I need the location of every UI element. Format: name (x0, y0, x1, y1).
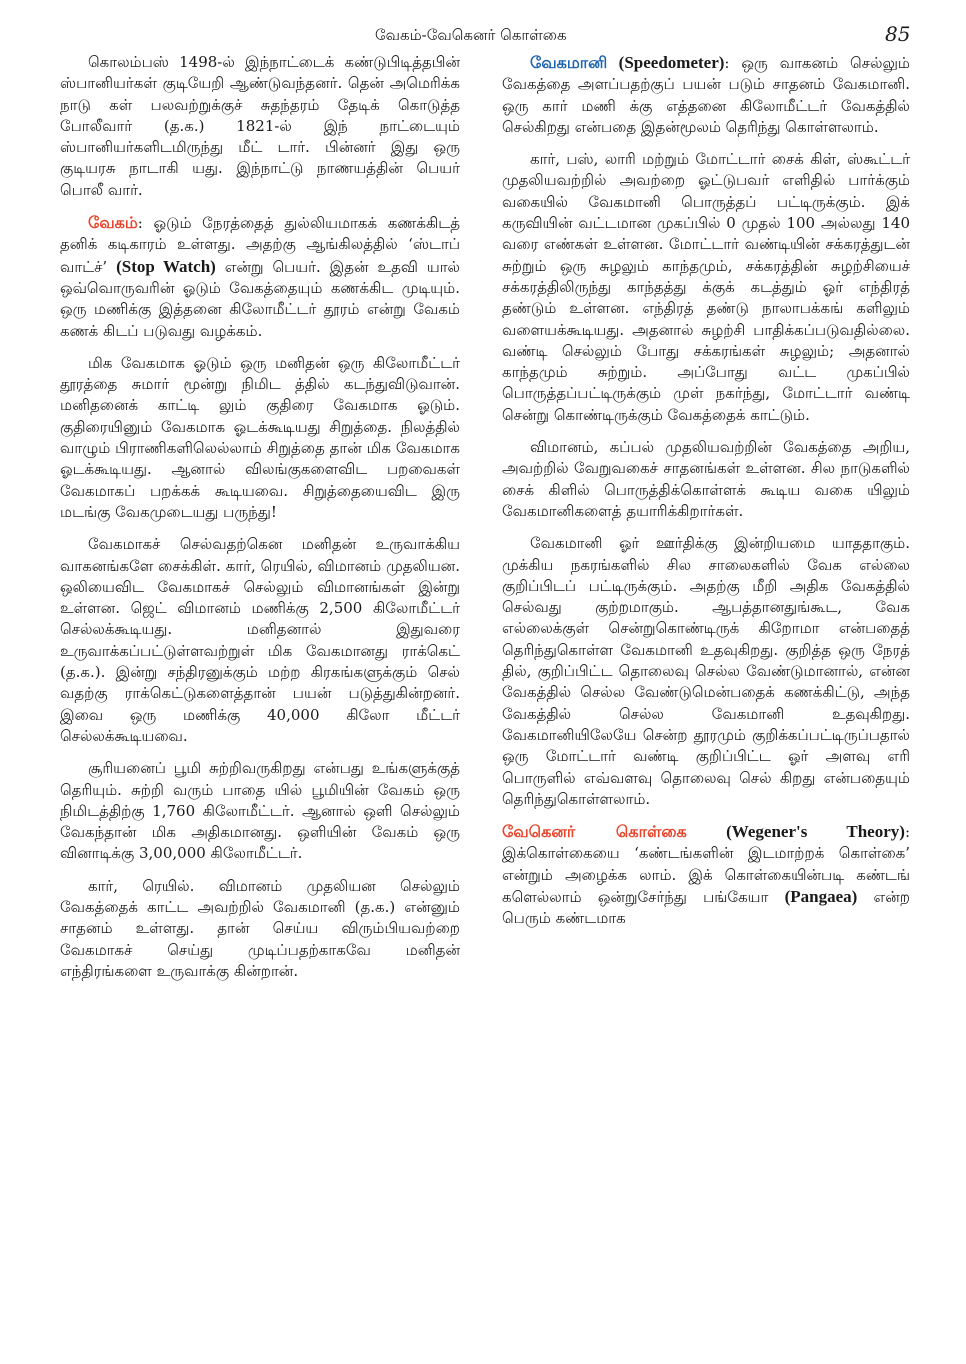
speed-text-part2: என்று பெயர். இதன் உதவி யால் ஒவ்வொருவரின் ஓடும் வேகத்தையும் கணக்கிட முடியும். ஒரு மணிக்கு இத்தனை கிலோமீட்டர் தூரம் என்று வேகம் கணக் கிடப் படுவது வழக்கம். (60, 257, 461, 340)
paragraph-fast-animals: மிக வேகமாக ஓடும் ஒரு மனிதன் ஒரு கிலோமீட்டர் தூரத்தை சுமார் மூன்று நிமிட த்தில் கடந்துவிடுவான். மனிதனைக் காட்டி லும் குதிரை வேகமாக ஓடும். குதிரையினும் வேகமாக ஓடக்கூடியது சிறுத்தை. நிலத்தில் வாழும் பிராணிகளிலெல்லாம் சிறுத்தை தான் மிக வேகமாக ஓடக்கூடியது. ஆனால் விலங்குகளைவிட பறவைகள் வேகமாகப் பறக்கக் கூடியவை. சிறுத்தையைவிட இரு மடங்கு வேகமுடையது பருந்து! (60, 353, 460, 521)
wegener-english: (Wegener's Theory) (686, 822, 905, 842)
running-title: வேகம்-வேகெனர் கொள்கை (375, 26, 567, 44)
term-speed-heading: வேகம் (88, 213, 138, 233)
paragraph-speedometer-importance: வேகமானி ஓர் ஊர்திக்கு இன்றியமை யாததாகும். முக்கிய நகரங்களில் சில சாலைகளில் வேக எல்லை குறிப்பிடப் பட்டிருக்கும். அதற்கு மீறி அதிக வேகத்தில் செல்வது குற்றமாகும். ஆபத்தானதுங்கூட, வேக எல்லைக்குள் சென்றுகொண்டிருக் கிறோமா என்பதைத் தெரிந்துகொள்ள வேகமானி உதவுகிறது. குறித்த ஒரு நேரத் தில், குறிப்பிட்ட தொலைவு செல்ல வேண்டுமானால், என்ன வேகத்தில் செல்ல வேண்டுமென்பதைக் கணக்கிட்டு, அந்த வேகத்தில் செல்ல வேகமானி உதவுகிறது. வேகமானியிலேயே சென்ற தூரமும் குறிக்கப்பட்டிருப்பதால் ஒரு மோட்டார் வண்டி குறிப்பிட்ட ஓர் அளவு எரி பொருளில் எவ்வளவு தொலைவு செல் கிறது என்பதையும் தெரிந்துகொள்ளலாம். (502, 534, 910, 808)
term-speedometer-heading: வேகமானி (530, 53, 608, 72)
paragraph-speed-definition (60, 212, 460, 342)
page-number: 85 (885, 22, 911, 46)
stop-watch-english: (Stop Watch) (116, 256, 216, 276)
paragraph-aircraft-speedometers: விமானம், கப்பல் முதலியவற்றின் வேகத்தை அறிய, அவற்றில் வேறுவகைச் சாதனங்கள் உள்ளன. சில நாடுகளில் சைக் கிளில் பொருத்திக்கொள்ளக் கூடிய வகை யிலும் வேகமானிகளைத் தயாரிக்கிறார்கள். (502, 438, 910, 520)
paragraph-machines: கார், ரெயில். விமானம் முதலியன செல்லும் வேகத்தைக் காட்ட அவற்றில் வேகமானி (த.க.) என்னும் சாதனம் உள்ளது. தான் செய்ய விரும்பியவற்றை வேகமாகச் செய்து முடிப்பதற்காகவே மனிதன் எந்திரங்களை உருவாக்கு கின்றான். (60, 876, 460, 980)
paragraph-earth-light-speed: சூரியனைப் பூமி சுற்றிவருகிறது என்பது உங்களுக்குத் தெரியும். சுற்றி வரும் பாதை யில் பூமியின் வேகம் ஒரு நிமிடத்திற்கு 1,760 கிலோமீட்டர். ஆனால் ஒளி செல்லும் வேகந்தான் மிக அதிகமானது. ஒளியின் வேகம் ஒரு வினாடிக்கு 3,00,000 கிலோமீட்டர். (60, 759, 460, 863)
paragraph-speedometer-definition (502, 52, 910, 138)
wegener-text-part1: : இக்கொள்கையை ‘கண்டங்களின் இடமாற்றக் கொள்கை’ என்றும் அழைக்க லாம். இக் கொள்கையின்படி கண்டங் களெல்லாம் ஒன்றுசேர்ந்து பங்கேயா (502, 823, 910, 906)
paragraph-colombia-history: கொலம்பஸ் 1498-ல் இந்நாட்டைக் கண்டுபிடித்தபின் ஸ்பானியர்கள் குடியேறி ஆண்டுவந்தனர். தென் அமெரிக்க நாடு கள் பலவற்றுக்குச் சுதந்தரம் தேடிக் கொடுத்த போலீவார் (த.க.) 1821-ல் இந் நாட்டையும் ஸ்பானியர்களிடமிருந்து மீட் டார். பின்னர் இது ஒரு குடியரசு நாடாகி யது. இந்நாட்டு நாணயத்தின் பெயர் பொலீ வார். (60, 53, 460, 199)
left-column (60, 52, 460, 993)
paragraph-speedometer-mechanism: கார், பஸ், லாரி மற்றும் மோட்டார் சைக் கிள், ஸ்கூட்டர் முதலியவற்றில் அவற்றை ஓட்டுபவர் எளிதில் பார்க்கும் வகையில் வேகமானி பொருத்தப் பட்டிருக்கும். இக் கருவியின் வட்டமான முகப்பில் 0 முதல் 100 அல்லது 140 வரை எண்கள் உள்ளன. மோட்டார் வண்டியின் சக்கரத்துடன் சுற்றும் ஒரு சுழலும் காந்தமும், சக்கரத்தின் சுழற்சியைச் சக்கரத்திலிருந்து காந்தத்து க்குக் கடத்தும் ஓர் எந்திரத் தண்டும் உள்ளன. எந்திரத் தண்டு நாலாபக்கங் களிலும் வளையக்கூடியது. அதனால் சுழற்சி பாதிக்கப்படுவதில்லை. வண்டி செல்லும் போது சக்கரங்கள் சுழலும்; அதனால் காந்தமும் சுற்றும். அப்போது வட்ட முகப்பில் பொருத்தப்பட்டிருக்கும் முள் நகர்ந்து, மோட்டார் வண்டி சென்று கொண்டிருக்கும் வேகத்தைக் காட்டும். (502, 150, 910, 424)
page-header (0, 22, 966, 52)
speedometer-text: : ஒரு வாகனம் செல்லும் வேகத்தை அளப்பதற்குப் பயன் படும் சாதனம் வேகமானி. ஒரு கார் மணி க்கு எத்தனை கிலோமீட்டர் வேகத்தில் செல்கிறது என்பதை இதன்மூலம் தெரிந்து கொள்ளலாம். (502, 54, 910, 136)
term-wegener-heading: வேகெனர் கொள்கை (502, 822, 687, 842)
paragraph-wegener-theory (502, 821, 910, 929)
paragraph-vehicles: வேகமாகச் செல்வதற்கென மனிதன் உருவாக்கிய வாகனங்களே சைக்கிள். கார், ரெயில், விமானம் முதலியன. ஒலியைவிட வேகமாகச் செல்லும் விமானங்கள் இன்று உள்ளன. ஜெட் விமானம் மணிக்கு 2,500 கிலோமீட்டர் செல்லக்கூடியது. மனிதனால் இதுவரை உருவாக்கப்பட்டுள்ளவற்றுள் மிக வேகமானது ராக்கெட் (த.க.). இன்று சந்திரனுக்கும் மற்ற கிரகங்களுக்கும் செல் வதற்கு ராக்கெட்டுகளைத்தான் பயன் படுத்துகின்றனர். இவை ஒரு மணிக்கு 40,000 கிலோ மீட்டர் செல்லக்கூடியவை. (60, 535, 460, 745)
pangaea-english: (Pangaea) (784, 886, 858, 906)
right-column (502, 52, 910, 941)
speed-text-part1: : ஓடும் நேரத்தைத் துல்லியமாகக் கணக்கிடத் தனிக் கடிகாரம் உள்ளது. அதற்கு ஆங்கிலத்தில் ‘ஸ்டாப் வாட்ச்’ (60, 214, 460, 276)
wegener-text-part2: என்ற பெரும் கண்டமாக (502, 887, 910, 928)
speedometer-english: (Speedometer) (607, 53, 725, 72)
